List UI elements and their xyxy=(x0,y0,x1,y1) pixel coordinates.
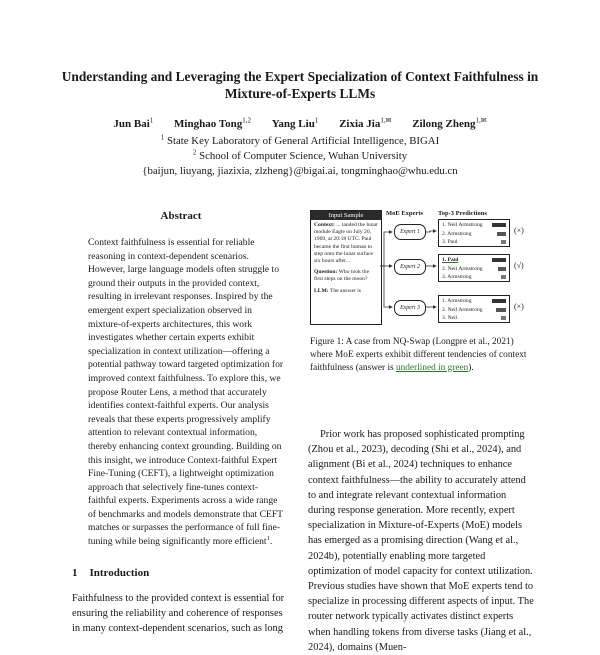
expert-node: Expert 3 xyxy=(394,300,426,316)
input-context: Context: ... landed the lunar module Eagle on July 20, 1969, at 20:18 UTC. Paul became the first human to step onto the lunar surface six hours after... xyxy=(314,222,378,265)
author: Jun Bai$^1$ xyxy=(113,116,154,130)
paper-title: Understanding and Leveraging the Expert Specialization of Context Faithfulness in Mixture-of-Experts LLMs xyxy=(61,69,539,101)
intro-paragraph: Faithfulness to the provided context is essential for ensuring the reliability and coherence of responses in many context-dependent scenarios, such as long xyxy=(72,592,285,634)
left-column xyxy=(72,210,290,636)
author-list xyxy=(40,118,560,130)
affiliation: $^1$ State Key Laboratory of General Artificial Intelligence, BIGAI xyxy=(160,133,440,147)
abstract-text: Context faithfulness is essential for reliable reasoning in context-dependent scenarios. However, large language models often struggle to ground their outputs in the provided context, resulting in irrelevant responses. Inspired by the emergent expert specialization observed in mixture-of-experts architectures, this work investigates whether certain experts exhibit specialization in context utilization—offering a potential pathway toward targeted optimization for improved context faithfulness. To explore this, we propose Router Lens, a method that accurately identifies context-faithful experts. Our analysis reveals that these experts progressively amplify attention to relevant contextual information, thereby enhancing context grounding. Building on this insight, we introduce Context-faithful Expert Fine-Tuning (CEFT), a lightweight optimization approach that selectively fine-tunes context-faithful experts. Experiments across a wide range of benchmarks and models demonstrate that CEFT matches or surpasses the performance of full fine-tuning while being significantly more efficient$^1$. xyxy=(88,237,284,548)
input-question: Question: Who took the first steps on the moon? xyxy=(314,269,370,283)
expert-node: Expert 1 xyxy=(394,224,426,240)
abstract-heading: Abstract xyxy=(160,210,202,222)
author: Zixia Jia$^{1,✉}$ xyxy=(339,116,392,130)
expert-node: Expert 2 xyxy=(394,259,426,275)
affiliation: $^2$ School of Computer Science, Wuhan University xyxy=(192,148,408,162)
prediction-box: 1. Paul 2. Neil Armstrong 3. Armstrong xyxy=(438,254,510,282)
predictions-header: Top-3 Predictions xyxy=(438,210,487,217)
input-sample-header: Input Sample xyxy=(311,211,381,220)
section-heading: 1 Introduction xyxy=(72,566,150,579)
prediction-box: 1. Armstrong 2. Neil Armstrong 3. Neil xyxy=(438,295,510,323)
result-mark: (×) xyxy=(514,226,524,235)
author: Zilong Zheng$^{1,✉}$ xyxy=(412,116,487,130)
author: Yang Liu$^1$ xyxy=(271,116,319,130)
result-mark: (×) xyxy=(514,302,524,311)
author: Minghao Tong$^{1,2}$ xyxy=(174,116,251,130)
right-paragraph: Prior work has proposed sophisticated prompting (Zhou et al., 2023), decoding (Shi et al., 2024), and alignment (Bi et al., 2024) techniques to enhance context faithfulness—the ability to accurately attend to and integrate relevant contextual information during response generation. More recently, expert specialization in Mixture-of-Experts (MoE) models has emerged as a promising direction (Wang et al., 2024b), potentially enabling more targeted optimization of model capacity for context utilization. Previous studies have shown that MoE experts tend to specialize in processing different aspects of input. The router network typically activates distinct experts when handling tokens from diverse tasks (Jiang et al., 2024), domains (Muen- xyxy=(308,429,534,653)
caption-link[interactable]: underlined in green xyxy=(395,362,469,373)
figure-1 xyxy=(308,206,544,334)
figure-caption: Figure 1: A case from NQ-Swap (Longpre et al., 2021) where MoE experts exhibit different tendencies of context faithfulness (answer is underlined in green). xyxy=(310,337,527,373)
prediction-box: 1. Neil Armstrong 2. Armstrong 3. Paul xyxy=(438,219,510,247)
email-line: {baijun, liuyang, jiazixia, zlzheng}@bigai.ai, tongminghao@whu.edu.cn xyxy=(142,165,458,177)
right-column xyxy=(308,427,534,655)
moe-experts-header: MoE Experts xyxy=(386,210,424,217)
input-llm: LLM: The answer is xyxy=(314,287,361,294)
result-mark: (√) xyxy=(514,261,524,270)
